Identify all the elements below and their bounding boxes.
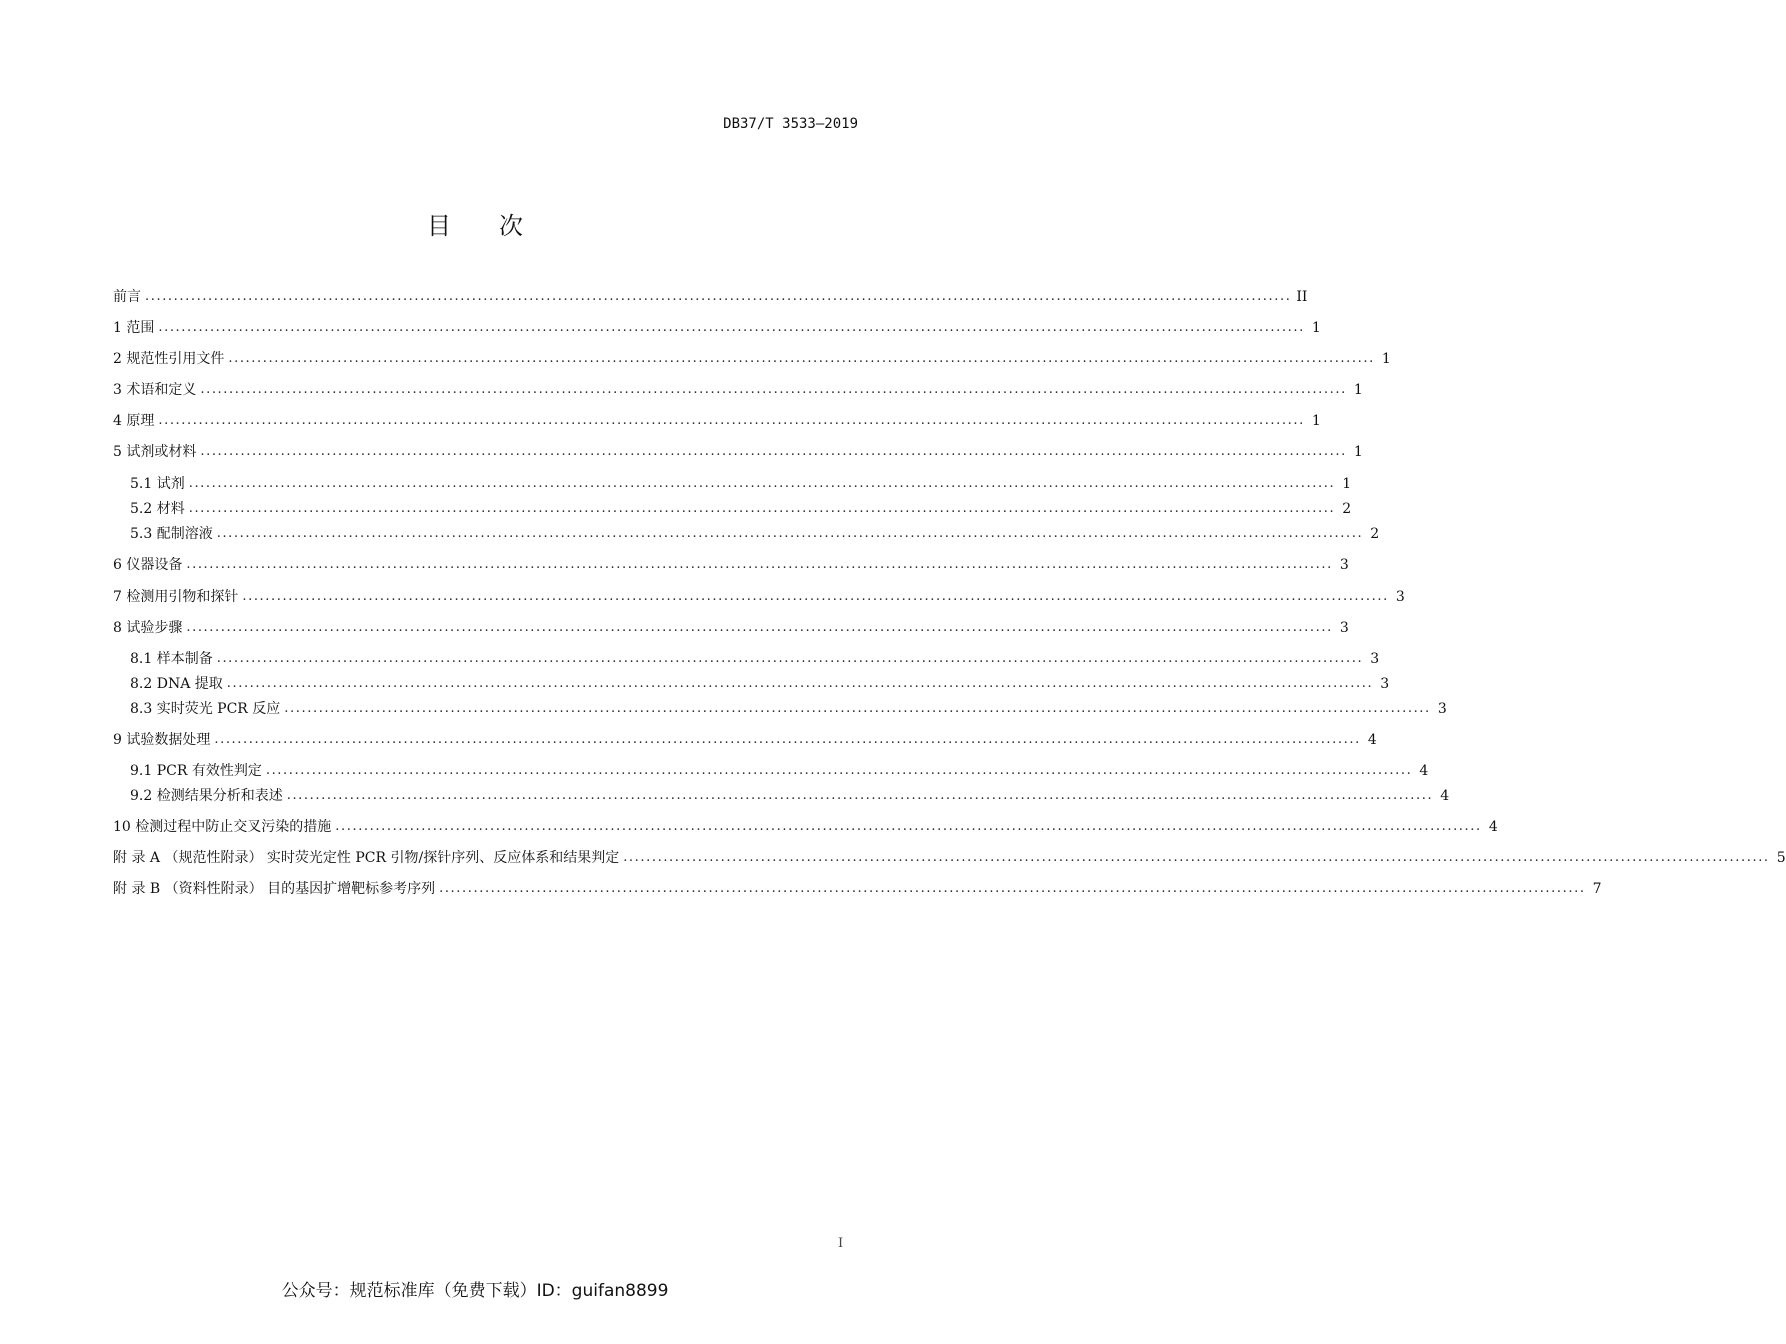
toc-entry-label: 8.3 实时荧光 PCR 反应 [130,701,281,717]
toc-entry-page: 3 [1395,589,1405,605]
toc-entry-label: 4 原理 [113,413,155,429]
toc-entry-label: 2 规范性引用文件 [113,351,225,367]
dot-leader: ........................................................................................................................................................................................................ [335,819,1482,834]
toc-entry-page: 3 [1370,651,1380,667]
toc-entry[interactable] [113,379,1363,401]
toc-entry-page: 3 [1380,676,1390,692]
toc-entry-page: 4 [1419,763,1429,779]
toc-entry-page: 1 [1311,320,1321,336]
dot-leader: ........................................................................................................................................................................................................ [226,676,1374,691]
toc-subentry[interactable] [130,698,1447,720]
page-number: I [838,1236,844,1251]
toc-entry-label: 1 范围 [113,320,155,336]
dot-leader: ........................................................................................................................................................................................................ [200,382,1347,397]
dot-leader: ........................................................................................................................................................................................................ [623,850,1770,865]
toc-entry-label: 9.1 PCR 有效性判定 [130,763,262,779]
toc-entry-page: 5 [1776,850,1786,866]
toc-entry-page: 2 [1370,526,1380,542]
page-title: 目次 [427,212,571,240]
toc-entry[interactable] [113,816,1498,838]
dot-leader: ........................................................................................................................................................................................................ [145,289,1292,304]
dot-leader: ........................................................................................................................................................................................................ [242,589,1389,604]
dot-leader: ........................................................................................................................................................................................................ [188,476,1336,491]
toc-entry-label: 7 检测用引物和探针 [113,589,239,605]
toc-entry-label: 9 试验数据处理 [113,732,211,748]
toc-subentry[interactable] [130,523,1380,545]
toc-entry-page: 1 [1311,413,1321,429]
toc-subentry[interactable] [130,760,1429,782]
toc-entry[interactable] [113,586,1405,608]
toc-entry-label: 5.3 配制溶液 [130,526,213,542]
toc-subentry[interactable] [130,673,1390,695]
dot-leader: ........................................................................................................................................................................................................ [186,557,1333,572]
toc-entry-label: 5.1 试剂 [130,476,185,492]
toc-entry-page: 4 [1367,732,1377,748]
toc-subentry[interactable] [130,498,1352,520]
toc-subentry[interactable] [130,473,1352,495]
toc-entry-label: 10 检测过程中防止交叉污染的措施 [113,819,332,835]
toc-appendix-entry[interactable] [113,878,1602,900]
dot-leader: ........................................................................................................................................................................................................ [265,763,1413,778]
toc-entry-label: 5.2 材料 [130,501,185,517]
toc-entry[interactable] [113,441,1363,463]
toc-entry-page: 1 [1353,382,1363,398]
toc-entry-label: 8 试验步骤 [113,620,183,636]
toc-entry-label: 附 录 B （资料性附录） 目的基因扩增靶标参考序列 [113,881,436,897]
toc-entry-page: 3 [1339,557,1349,573]
toc-entry[interactable] [113,317,1321,339]
toc-subentry[interactable] [130,785,1450,807]
toc-entry-page: 2 [1342,501,1352,517]
standard-number: DB37/T 3533—2019 [723,116,858,132]
toc-entry-label: 8.2 DNA 提取 [130,676,223,692]
toc-subentry[interactable] [130,648,1380,670]
toc-entry-label: 附 录 A （规范性附录） 实时荧光定性 PCR 引物/探针序列、反应体系和结果判定 [113,850,620,866]
dot-leader: ........................................................................................................................................................................................................ [439,881,1586,896]
dot-leader: ........................................................................................................................................................................................................ [216,651,1364,666]
dot-leader: ........................................................................................................................................................................................................ [286,788,1434,803]
toc-entry-label: 9.2 检测结果分析和表述 [130,788,283,804]
toc-entry[interactable] [113,617,1349,639]
dot-leader: ........................................................................................................................................................................................................ [158,413,1305,428]
toc-entry-label: 6 仪器设备 [113,557,183,573]
toc-entry[interactable] [113,286,1308,308]
toc-entry-page: 1 [1381,351,1391,367]
toc-entry[interactable] [113,348,1391,370]
toc-entry[interactable] [113,554,1349,576]
toc-entry-page: 1 [1353,444,1363,460]
toc-entry-label: 5 试剂或材料 [113,444,197,460]
toc-entry-label: 8.1 样本制备 [130,651,213,667]
toc-entry-page: 3 [1437,701,1447,717]
toc-entry-label: 3 术语和定义 [113,382,197,398]
toc-entry-page: 3 [1339,620,1349,636]
toc-appendix-entry[interactable] [113,847,1786,869]
dot-leader: ........................................................................................................................................................................................................ [228,351,1375,366]
toc-entry-page: 4 [1440,788,1450,804]
dot-leader: ........................................................................................................................................................................................................ [216,526,1364,541]
toc-entry-page: 1 [1342,476,1352,492]
dot-leader: ........................................................................................................................................................................................................ [200,444,1347,459]
dot-leader: ........................................................................................................................................................................................................ [186,620,1333,635]
watermark-text: 公众号：规范标准库（免费下载）ID：guifan8899 [281,1281,669,1301]
toc-entry-page: 7 [1592,881,1602,897]
toc-entry-page: II [1296,289,1308,305]
toc-entry-page: 4 [1488,819,1498,835]
dot-leader: ........................................................................................................................................................................................................ [284,701,1431,716]
dot-leader: ........................................................................................................................................................................................................ [188,501,1336,516]
toc-entry-label: 前言 [113,289,141,305]
dot-leader: ........................................................................................................................................................................................................ [158,320,1305,335]
toc-entry[interactable] [113,410,1321,432]
dot-leader: ........................................................................................................................................................................................................ [214,732,1361,747]
toc-entry[interactable] [113,729,1377,751]
